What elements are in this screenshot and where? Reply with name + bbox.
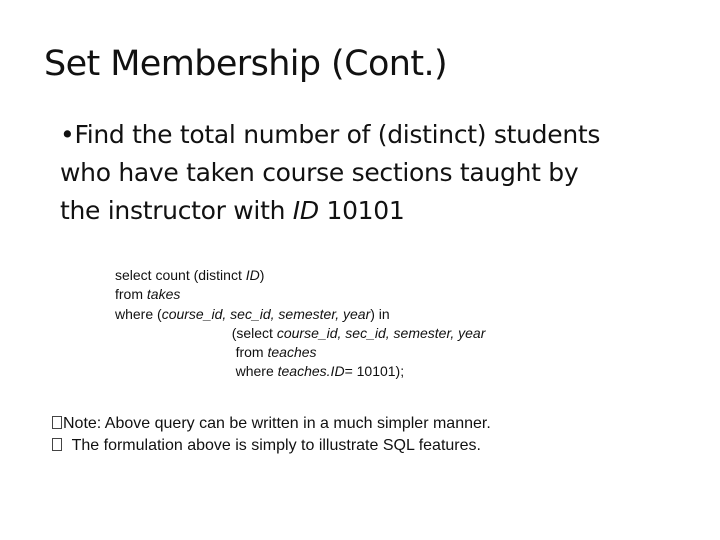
bullet-marker: •: [60, 120, 75, 149]
query-indent: [115, 344, 236, 360]
query-line-1: [115, 266, 485, 285]
query-keyword: where (: [115, 305, 162, 322]
slide-title: Set Membership (Cont.): [44, 44, 448, 84]
note-text-2: The formulation above is simply to illustrate SQL features.: [63, 437, 481, 454]
query-keyword: where: [235, 363, 278, 380]
query-line-6: [115, 362, 485, 381]
query-line-2: [115, 285, 485, 304]
note-line-1: [52, 413, 491, 435]
query-keyword: from: [115, 286, 147, 303]
sql-query: [115, 266, 485, 382]
query-identifier: course_id, sec_id, semester, year: [161, 305, 371, 322]
query-text: = 10101);: [344, 363, 405, 380]
missing-glyph-box-icon: [52, 438, 62, 451]
query-indent: (: [115, 324, 237, 341]
bullet-line-2: who have taken course sections taught by: [60, 158, 579, 187]
bullet-text-3-italic: ID: [292, 196, 319, 225]
bullet-text-1: Find the total number of (distinct) students: [74, 120, 601, 149]
query-line-5: [115, 343, 485, 362]
query-identifier: takes: [146, 286, 181, 303]
notes: [52, 413, 491, 457]
bullet-text-3a: the instructor with: [60, 196, 293, 225]
bullet-line-1: [60, 116, 680, 154]
query-indent: [115, 363, 236, 379]
bullet-line-3: [60, 192, 680, 230]
query-identifier: ID: [245, 267, 260, 283]
query-line-4: [115, 324, 485, 343]
query-identifier: course_id, sec_id, semester, year: [276, 324, 486, 341]
bullet-point: [60, 116, 680, 230]
query-text: ) in: [370, 305, 390, 322]
missing-glyph-box-icon: [52, 416, 62, 429]
query-text: ): [259, 267, 265, 283]
query-keyword: select count (distinct: [115, 267, 246, 283]
query-keyword: from: [235, 344, 268, 361]
query-identifier: teaches.ID: [277, 363, 345, 380]
note-text-1: Note: Above query can be written in a much simpler manner.: [63, 415, 491, 432]
query-keyword: select: [236, 324, 277, 341]
note-line-2: [52, 435, 491, 457]
bullet-text-3b: 10101: [318, 196, 405, 225]
query-identifier: teaches: [267, 344, 317, 361]
query-line-3: [115, 305, 485, 324]
